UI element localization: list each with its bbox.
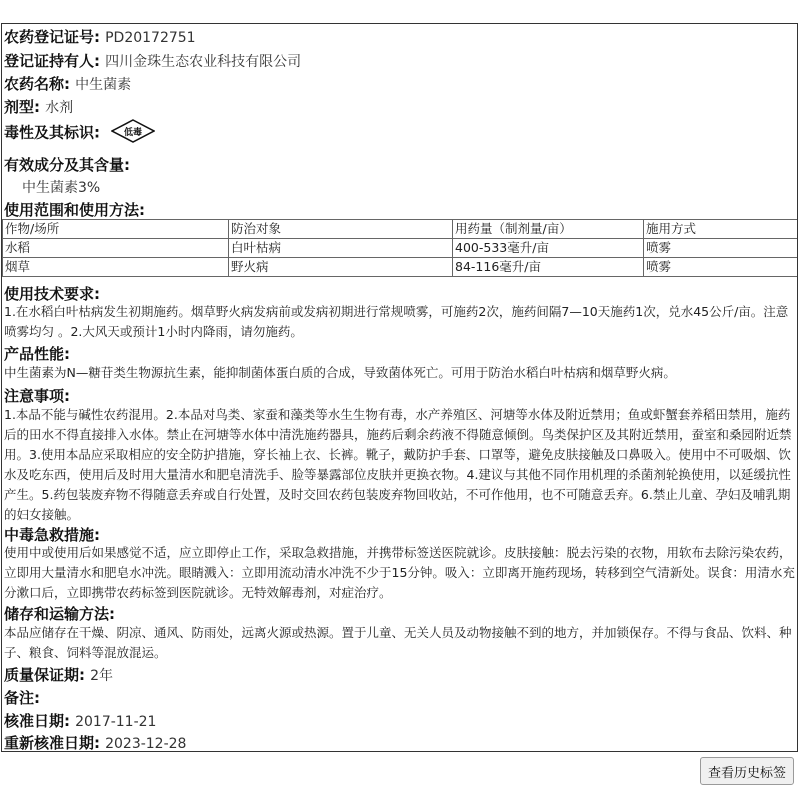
usage-table-header [3, 220, 799, 239]
pesticide-name-value: 中生菌素 [75, 77, 132, 93]
usage-label: 使用范围和使用方法: [4, 201, 145, 219]
performance-label-row [4, 343, 795, 364]
registration-number-row [4, 26, 795, 47]
registration-number-label: 农药登记证号: [4, 28, 100, 46]
header-dosage: 用药量（制剂量/亩） [453, 220, 644, 239]
holder-row [4, 50, 795, 71]
header-crop: 作物/场所 [3, 220, 229, 239]
remarks-row [4, 687, 795, 708]
toxicity-label: 毒性及其标识: [4, 123, 100, 142]
first-aid-text: 使用中或使用后如果感觉不适，应立即停止工作，采取急救措施，并携带标签送医院就诊。皮肤接触：脱去污染的衣物，用软布去除污染农药，立即用大量清水和肥皂水冲洗。眼睛溅入：立即用流动清水冲洗不少于15分钟。吸入：立即离开施药现场，转移到空气清新处。误食：用清水充分漱口后，立即携带农药标签到医院就诊。无特效解毒剂，对症治疗。 [4, 545, 795, 600]
shelf-life-row [4, 664, 795, 685]
ingredient-label-row [4, 154, 795, 175]
table-row [3, 239, 799, 258]
cell-target: 白叶枯病 [229, 239, 453, 258]
header-target: 防治对象 [229, 220, 453, 239]
header-method: 施用方式 [644, 220, 799, 239]
storage-label-row [4, 603, 795, 624]
usage-table-wrap [4, 219, 795, 277]
shelf-life-value: 2年 [90, 668, 114, 684]
performance-label: 产品性能: [4, 345, 70, 363]
usage-label-row [4, 199, 795, 220]
storage-label: 储存和运输方法: [4, 605, 115, 623]
shelf-life-label: 质量保证期: [4, 666, 85, 684]
registration-number-value: PD20172751 [105, 30, 196, 46]
first-aid-label: 中毒急救措施: [4, 526, 100, 544]
low-toxicity-diamond-icon [111, 119, 155, 147]
cell-dosage: 84-116毫升/亩 [453, 258, 644, 277]
performance-text: 中生菌素为N—糖苷类生物源抗生素，能抑制菌体蛋白质的合成，导致菌体死亡。可用于防治水稻白叶枯病和烟草野火病。 [4, 365, 676, 380]
view-history-labels-button[interactable]: 查看历史标签 [700, 757, 794, 785]
technique-text: 1.在水稻白叶枯病发生初期施药。烟草野火病发病前或发病初期进行常规喷雾，可施药2次，施药间隔7—10天施药1次，兑水45公斤/亩。注意喷雾均匀 。2.大风天或预计1小时内降雨，请勿施药。 [4, 304, 789, 339]
approval-date-value: 2017-11-21 [75, 714, 157, 730]
approval-date-row [4, 710, 795, 731]
cell-method: 喷雾 [644, 239, 799, 258]
cell-crop: 烟草 [3, 258, 229, 277]
cautions-label: 注意事项: [4, 387, 70, 405]
formulation-label: 剂型: [4, 98, 40, 116]
formulation-value: 水剂 [45, 100, 74, 116]
technique-label: 使用技术要求: [4, 285, 100, 303]
pesticide-name-label: 农药名称: [4, 75, 70, 93]
ingredient-value-row [4, 177, 795, 197]
table-row [3, 258, 799, 277]
ingredient-value: 中生菌素3% [22, 180, 101, 196]
reapproval-date-value: 2023-12-28 [105, 736, 187, 752]
cautions-label-row [4, 385, 795, 406]
cautions-text: 1.本品不能与碱性农药混用。2.本品对鸟类、家蚕和藻类等水生生物有毒，水产养殖区、河塘等水体及附近禁用；鱼或虾蟹套养稻田禁用，施药后的田水不得直接排入水体。禁止在河塘等水体中清洗施药器具，施药后剩余药液不得随意倾倒。鸟类保护区及其附近禁用，蚕室和桑园附近禁用。3.使用本品应采取相应的安全防护措施，穿长袖上衣、长裤。靴子，戴防护手套、口罩等，避免皮肤接触及口鼻吸入。使用中不可吸烟、饮水及吃东西，使用后及时用大量清水和肥皂清洗手、脸等暴露部位皮肤并更换衣物。4.建议与其他不同作用机理的杀菌剂轮换使用，以延缓抗性产生。5.药包装废弃物不得随意丢弃或自行处置，及时交回农药包装废弃物回收站，不可作他用，也不可随意丢弃。6.禁止儿童、孕妇及哺乳期的妇女接触。 [4, 407, 792, 522]
ingredient-label: 有效成分及其含量: [4, 156, 130, 174]
cell-method: 喷雾 [644, 258, 799, 277]
first-aid-label-row [4, 524, 795, 545]
formulation-row [4, 96, 795, 117]
toxicity-row [4, 119, 795, 147]
pesticide-name-row [4, 73, 795, 94]
cell-crop: 水稻 [3, 239, 229, 258]
label-panel [1, 23, 798, 752]
reapproval-date-label: 重新核准日期: [4, 734, 100, 752]
reapproval-date-row [4, 732, 795, 752]
cell-target: 野火病 [229, 258, 453, 277]
approval-date-label: 核准日期: [4, 712, 70, 730]
usage-table [2, 219, 798, 277]
cell-dosage: 400-533毫升/亩 [453, 239, 644, 258]
technique-label-row [4, 283, 795, 304]
toxicity-badge-text: 低毒 [124, 128, 143, 138]
remarks-label: 备注: [4, 689, 40, 707]
holder-label: 登记证持有人: [4, 52, 100, 70]
holder-value: 四川金珠生态农业科技有限公司 [105, 54, 302, 70]
storage-text: 本品应储存在干燥、阴凉、通风、防雨处，远离火源或热源。置于儿童、无关人员及动物接触不到的地方，并加锁保存。不得与食品、饮料、种子、粮食、饲料等混放混运。 [4, 625, 792, 660]
